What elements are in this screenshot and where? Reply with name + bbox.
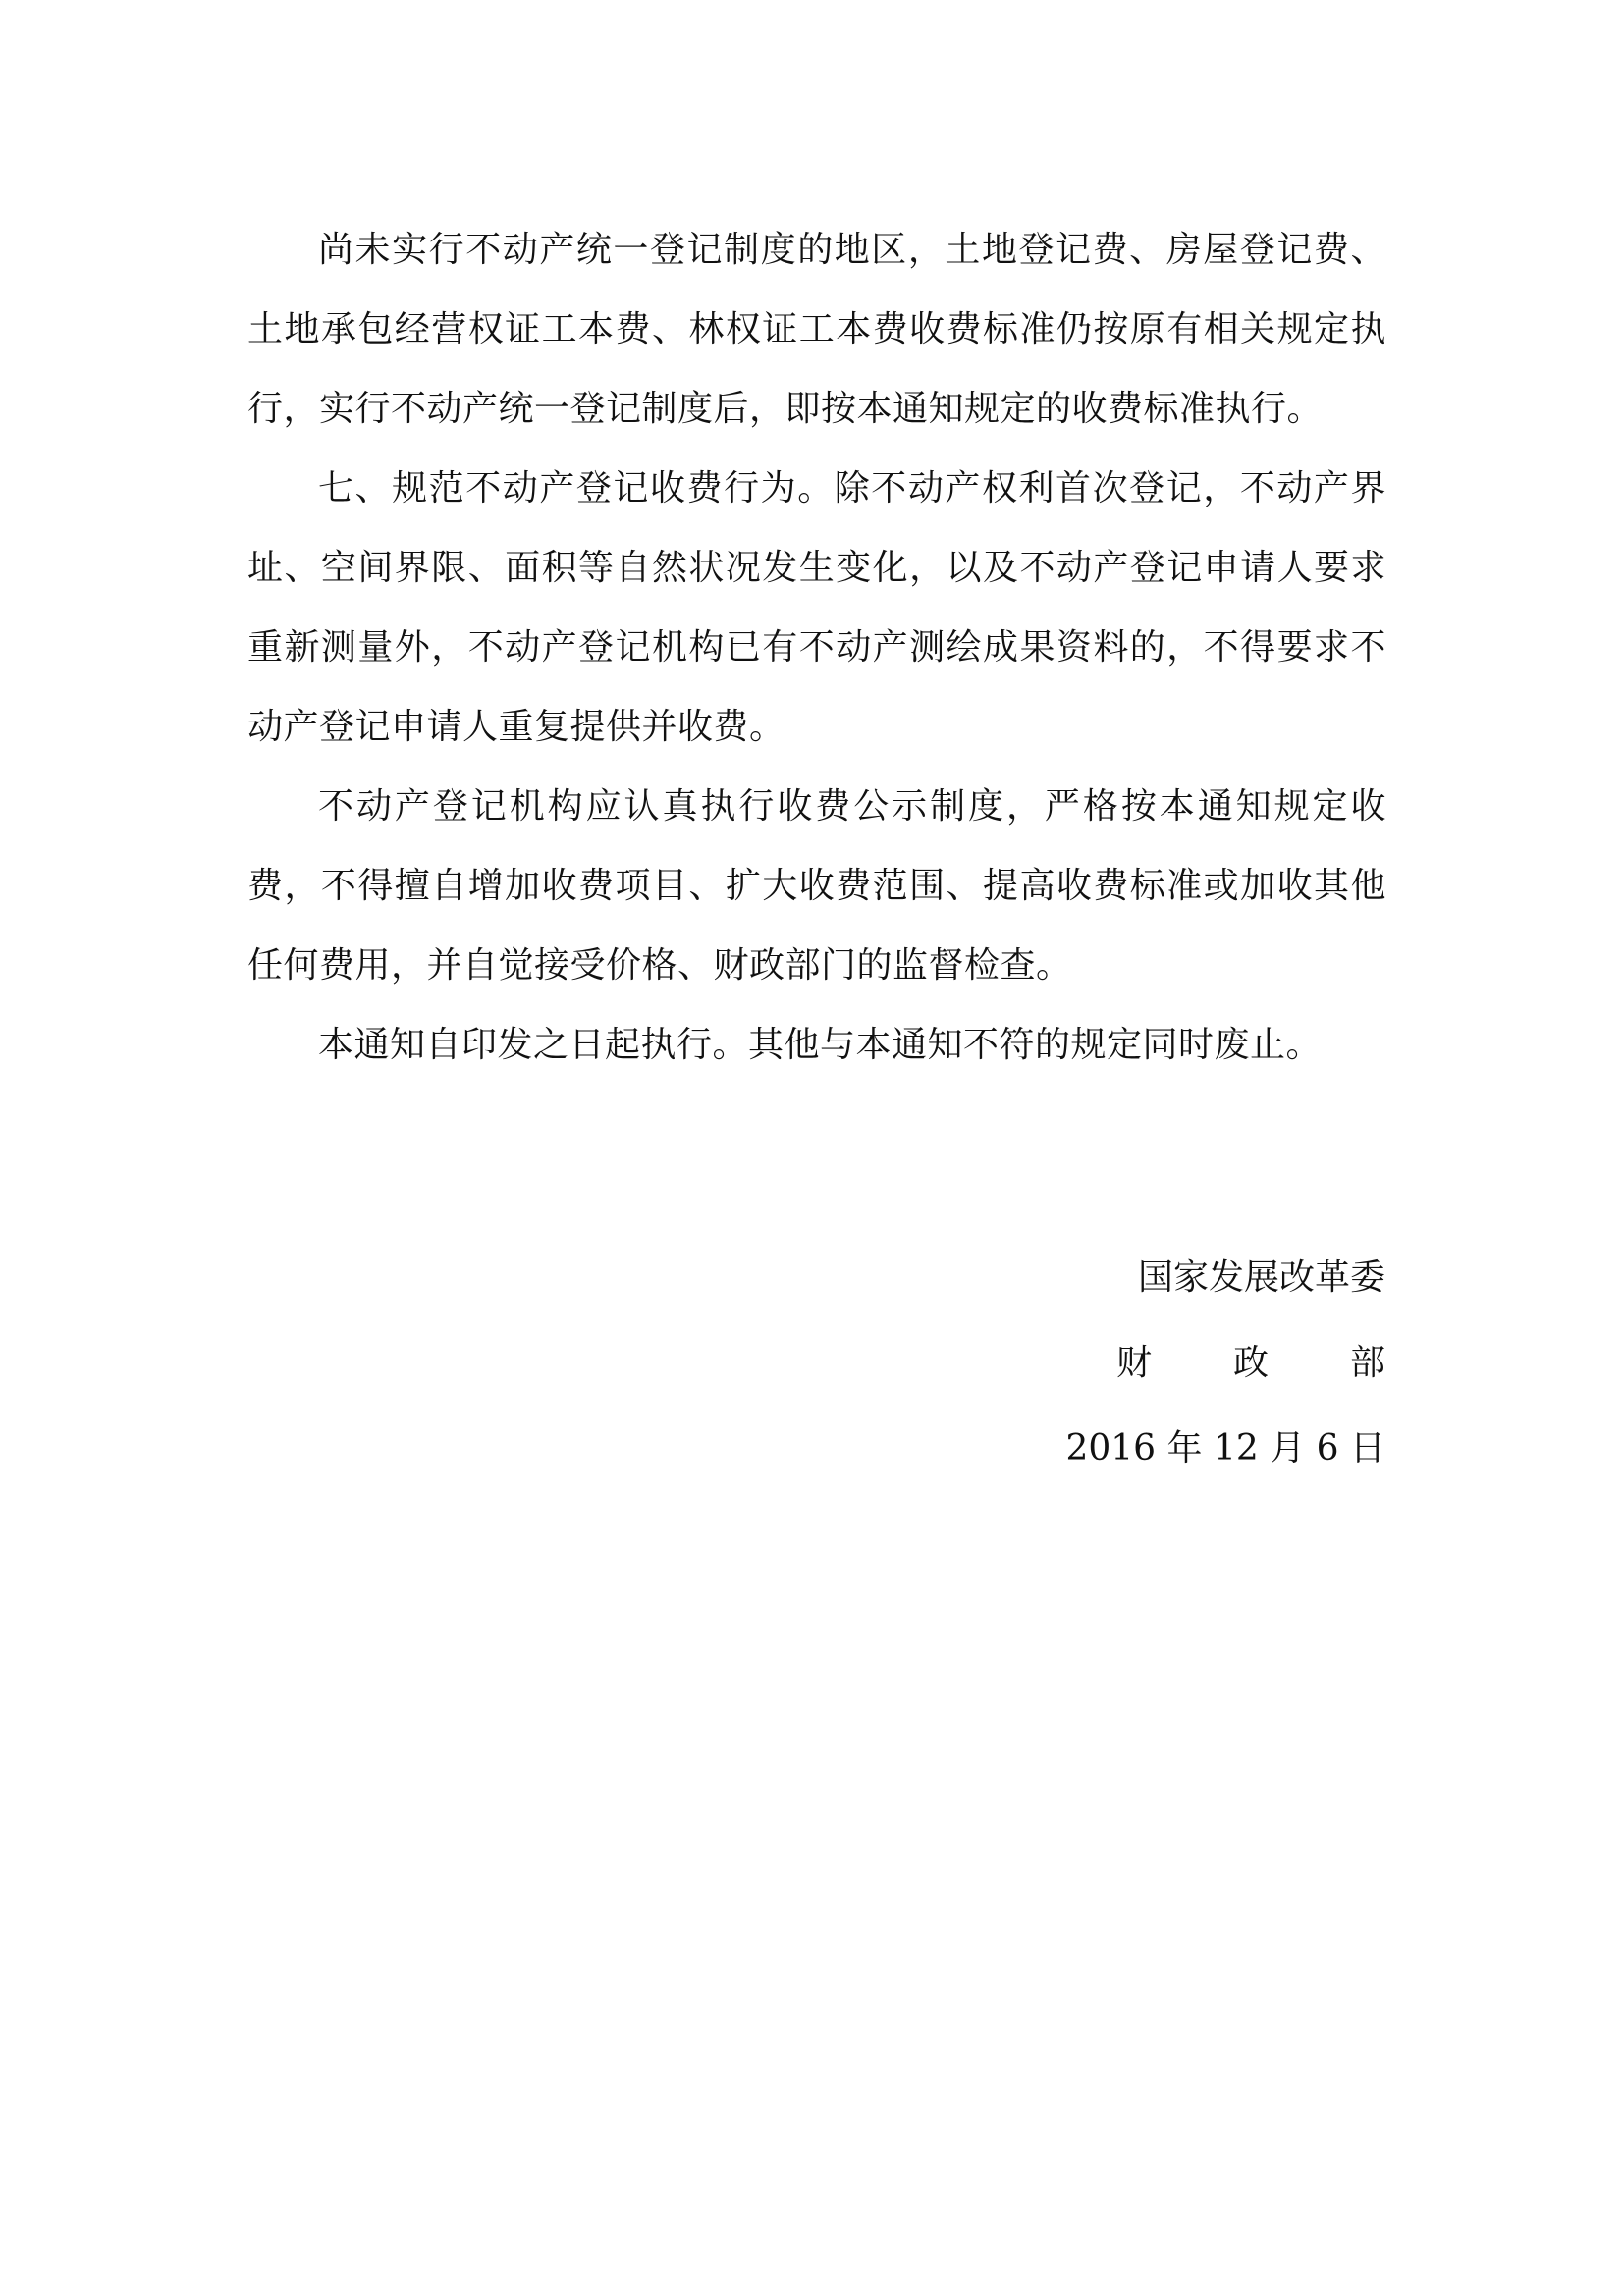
signature-org-ndrc: 国家发展改革委 — [1137, 1257, 1385, 1298]
signature-org-mof — [1116, 1320, 1385, 1406]
signature-org-mof-char: 财 — [1116, 1343, 1153, 1383]
signature-org-mof-char: 政 — [1232, 1343, 1269, 1383]
paragraph-item-seven: 七、规范不动产登记收费行为。除不动产权利首次登记，不动产界址、空间界限、面积等自然状况发生变化，以及不动产登记申请人要求重新测量外，不动产登记机构已有不动产测绘成果资料的，不得要求不动产登记申请人重复提供并收费。 — [247, 468, 1386, 747]
signature-block — [914, 1235, 1385, 1491]
signature-org-mof-char: 部 — [1349, 1343, 1385, 1383]
paragraph-effective-date: 本通知自印发之日起执行。其他与本通知不符的规定同时废止。 — [318, 1025, 1323, 1065]
document-body — [247, 210, 1386, 1085]
signature-date: 2016 年 12 月 6 日 — [1065, 1428, 1385, 1468]
paragraph-fee-disclosure: 不动产登记机构应认真执行收费公示制度，严格按本通知规定收费，不得擅自增加收费项目、扩大收费范围、提高收费标准或加收其他任何费用，并自觉接受价格、财政部门的监督检查。 — [247, 786, 1386, 986]
paragraph-unified-registration: 尚未实行不动产统一登记制度的地区，土地登记费、房屋登记费、土地承包经营权证工本费、林权证工本费收费标准仍按原有相关规定执行，实行不动产统一登记制度后，即按本通知规定的收费标准执行。 — [247, 230, 1386, 429]
